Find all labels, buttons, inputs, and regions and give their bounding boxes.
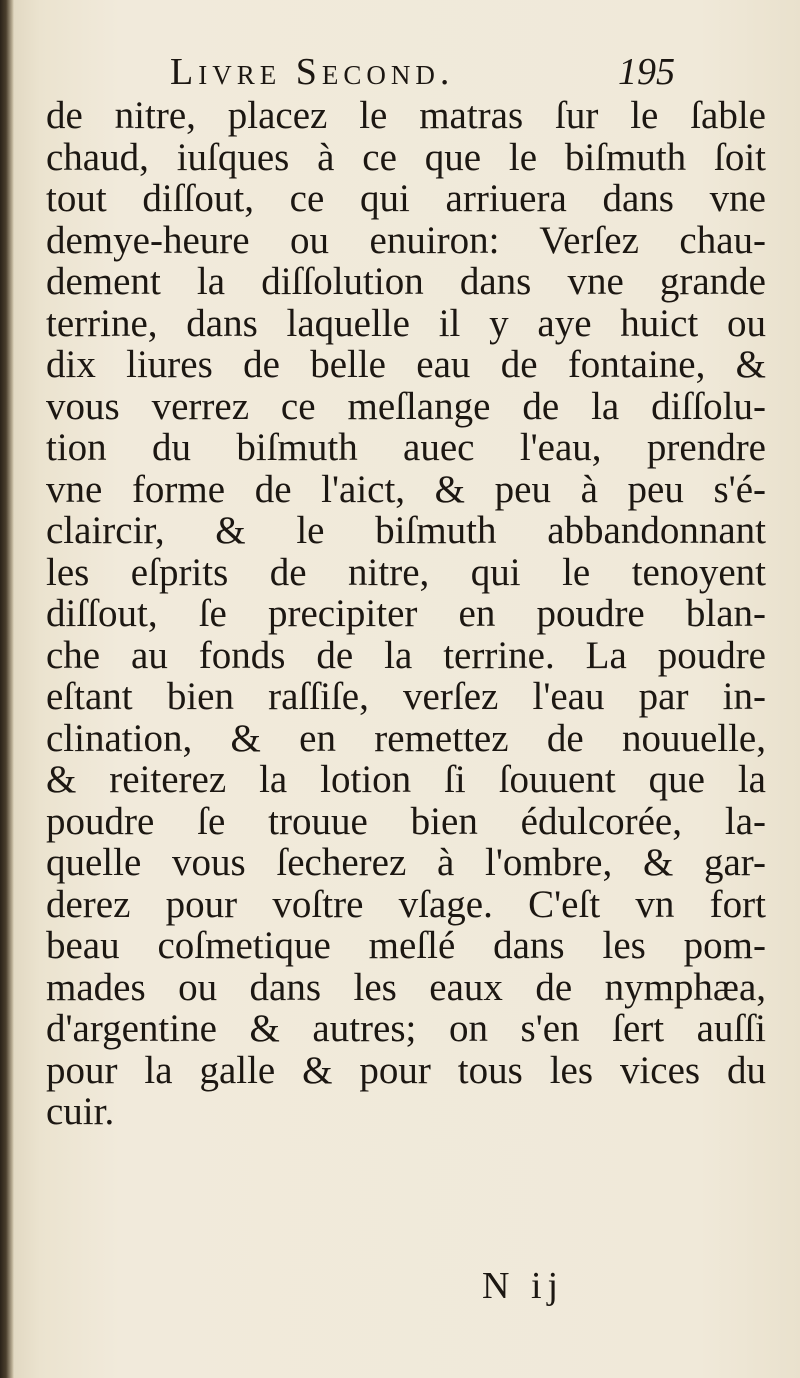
text-line: mades ou dans les eaux de nymphæa,	[46, 965, 766, 1009]
running-head	[0, 44, 800, 100]
text-line: che au fonds de la terrine. La poudre	[46, 633, 766, 677]
text-line: les eſprits de nitre, qui le tenoyent	[46, 550, 766, 594]
text-line: derez pour voſtre vſage. C'eſt vn fort	[46, 882, 766, 926]
text-line: de nitre, placez le matras ſur le ſable	[46, 94, 766, 137]
body-text	[46, 95, 766, 1133]
text-line: vous verrez ce meſlange de la diſſolu-	[46, 384, 766, 428]
running-head-title: Livre Second.	[170, 51, 455, 93]
text-line: & reiterez la lotion ſi ſouuent que la	[46, 758, 766, 801]
text-line-last: cuir.	[46, 1090, 115, 1133]
text-line: dement la diſſolution dans vne grande	[46, 260, 766, 303]
page-gutter-shadow	[0, 0, 14, 1378]
page-number: 195	[618, 51, 675, 93]
text-line: tion du biſmuth auec l'eau, prendre	[46, 426, 766, 469]
signature-mark: N ij	[482, 1265, 565, 1307]
text-line: poudre ſe trouue bien édulcorée, la-	[46, 799, 766, 843]
text-line: dix liures de belle eau de fontaine, &	[46, 343, 766, 386]
text-line: claircir, & le biſmuth abbandonnant	[46, 509, 766, 552]
text-line: clination, & en remettez de nouuelle,	[46, 716, 766, 760]
text-line: beau coſmetique meſlé dans les pom-	[46, 924, 766, 967]
text-line: eſtant bien raſſiſe, verſez l'eau par in-	[46, 675, 766, 718]
text-line: diſſout, ſe precipiter en poudre blan-	[46, 592, 766, 635]
text-line: pour la galle & pour tous les vices du	[46, 1048, 766, 1092]
text-line: vne forme de l'aict, & peu à peu s'é-	[46, 467, 766, 511]
text-line: terrine, dans laquelle il y aye huict ou	[46, 301, 766, 345]
text-line: chaud, iuſques à ce que le biſmuth ſoit	[46, 135, 766, 179]
text-line: tout diſſout, ce qui arriuera dans vne	[46, 177, 766, 220]
text-line: demye-heure ou enuiron: Verſez chau-	[46, 218, 766, 262]
text-line: quelle vous ſecherez à l'ombre, & gar-	[46, 841, 766, 884]
text-line: d'argentine & autres; on s'en ſert auſſi	[46, 1007, 766, 1050]
